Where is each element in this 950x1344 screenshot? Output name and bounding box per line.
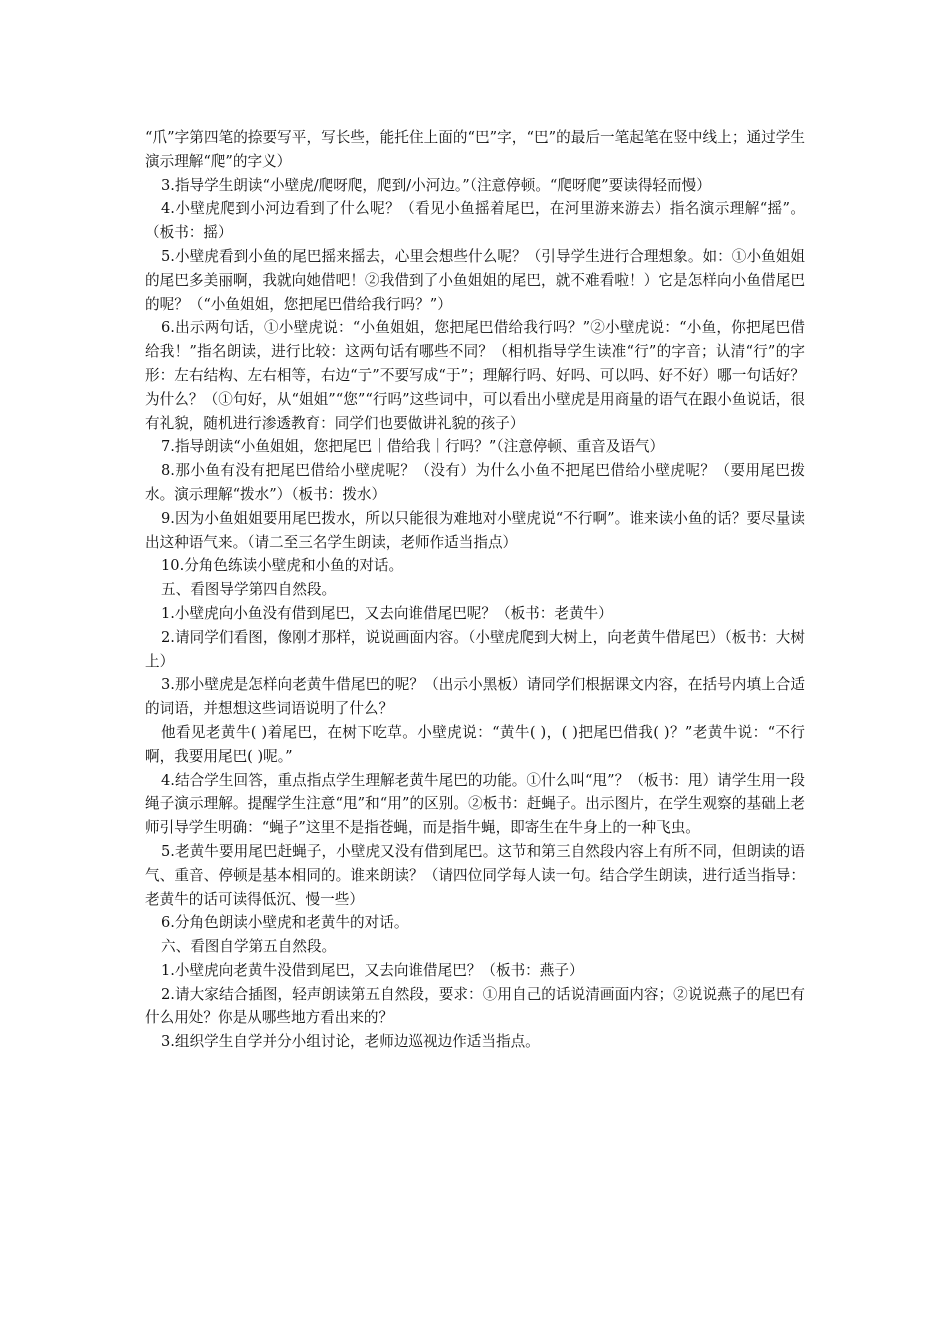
paragraph: 3.组织学生自学并分小组讨论，老师边巡视边作适当指点。 — [161, 1033, 540, 1051]
paragraph: 9.因为小鱼姐姐要用尾巴拨水，所以只能很为难地对小壁虎说“不行啊”。谁来读小鱼的话？要尽量读出这种语气来。（请二至三名学生朗读，老师作适当指点） — [145, 509, 805, 551]
paragraph: 7.指导朗读“小鱼姐姐，您把尾巴｜借给我｜行吗？”（注意停顿、重音及语气） — [161, 438, 665, 456]
fill-in-exercise: 他看见老黄牛( )着尾巴，在树下吃草。小壁虎说：“黄牛( )，( )把尾巴借我( )？”老黄牛说：“不行啊，我要用尾巴( )呢。” — [145, 723, 805, 765]
paragraph: 5.小壁虎看到小鱼的尾巴摇来摇去，心里会想些什么呢？（引导学生进行合理想象。如：①小鱼姐姐的尾巴多美丽啊，我就向她借吧！②我借到了小鱼姐姐的尾巴，就不难看啦！）它是怎样向小鱼借尾巴的呢？（“小鱼姐姐，您把尾巴借给我行吗？”） — [145, 247, 805, 313]
paragraph: 2.请大家结合插图，轻声朗读第五自然段，要求：①用自己的话说清画面内容；②说说燕子的尾巴有什么用处？你是从哪些地方看出来的？ — [145, 985, 805, 1027]
paragraph: 6.出示两句话，①小壁虎说：“小鱼姐姐，您把尾巴借给我行吗？”②小壁虎说：“小鱼，你把尾巴借给我！”指名朗读，进行比较：这两句话有哪些不同？（相机指导学生读准“行”的字音；认清“行”的字形：左右结构、左右相等，右边“亍”不要写成“于”；理解行吗、好吗、可以吗、好不好）哪一句话好？为什么？（①句好，从“姐姐”“您”“行吗”这些词中，可以看出小壁虎是用商量的语气在跟小鱼说话，很有礼貌，随机进行渗透教育：同学们也要做讲礼貌的孩子） — [145, 319, 805, 432]
paragraph: 3.指导学生朗读“小壁虎/爬呀爬，爬到/小河边。”（注意停顿。“爬呀爬”要读得轻而慢） — [161, 176, 711, 194]
paragraph: 4.小壁虎爬到小河边看到了什么呢？（看见小鱼摇着尾巴，在河里游来游去）指名演示理解“摇”。（板书：摇） — [145, 200, 805, 242]
paragraph: 5.老黄牛要用尾巴赶蝇子，小壁虎又没有借到尾巴。这节和第三自然段内容上有所不同，但朗读的语气、重音、停顿是基本相同的。谁来朗读？（请四位同学每人读一句。结合学生朗读，进行适当指导：老黄牛的话可读得低沉、慢一些） — [145, 842, 805, 908]
paragraph: 6.分角色朗读小壁虎和老黄牛的对话。 — [161, 914, 409, 932]
paragraph: 10.分角色练读小壁虎和小鱼的对话。 — [161, 557, 404, 575]
paragraph: 2.请同学们看图，像刚才那样，说说画面内容。（小壁虎爬到大树上，向老黄牛借尾巴）（板书：大树上） — [145, 628, 805, 670]
document-page — [145, 126, 805, 1054]
section-heading: 五、看图导学第四自然段。 — [161, 581, 337, 599]
paragraph: “爪”字第四笔的捺要写平，写长些，能托住上面的“巴”字，“巴”的最后一笔起笔在竖中线上；通过学生演示理解“爬”的字义） — [145, 129, 805, 170]
paragraph: 1.小壁虎向小鱼没有借到尾巴，又去向谁借尾巴呢？（板书：老黄牛） — [161, 604, 613, 622]
paragraph: 8.那小鱼有没有把尾巴借给小壁虎呢？（没有）为什么小鱼不把尾巴借给小壁虎呢？（要用尾巴拨水。演示理解“拨水”）（板书：拨水） — [145, 462, 805, 503]
paragraph: 1.小壁虎向老黄牛没借到尾巴，又去向谁借尾巴？（板书：燕子） — [161, 961, 584, 979]
paragraph: 3.那小壁虎是怎样向老黄牛借尾巴的呢？（出示小黑板）请同学们根据课文内容，在括号内填上合适的词语，并想想这些词语说明了什么？ — [145, 676, 805, 718]
section-heading: 六、看图自学第五自然段。 — [161, 938, 337, 956]
paragraph: 4.结合学生回答，重点指点学生理解老黄牛尾巴的功能。①什么叫“甩”？（板书：甩）请学生用一段绳子演示理解。提醒学生注意“甩”和“用”的区别。②板书：赶蝇子。出示图片，在学生观察的基础上老师引导学生明确：“蝇子”这里不是指苍蝇，而是指牛蝇，即寄生在牛身上的一种飞虫。 — [145, 771, 805, 837]
